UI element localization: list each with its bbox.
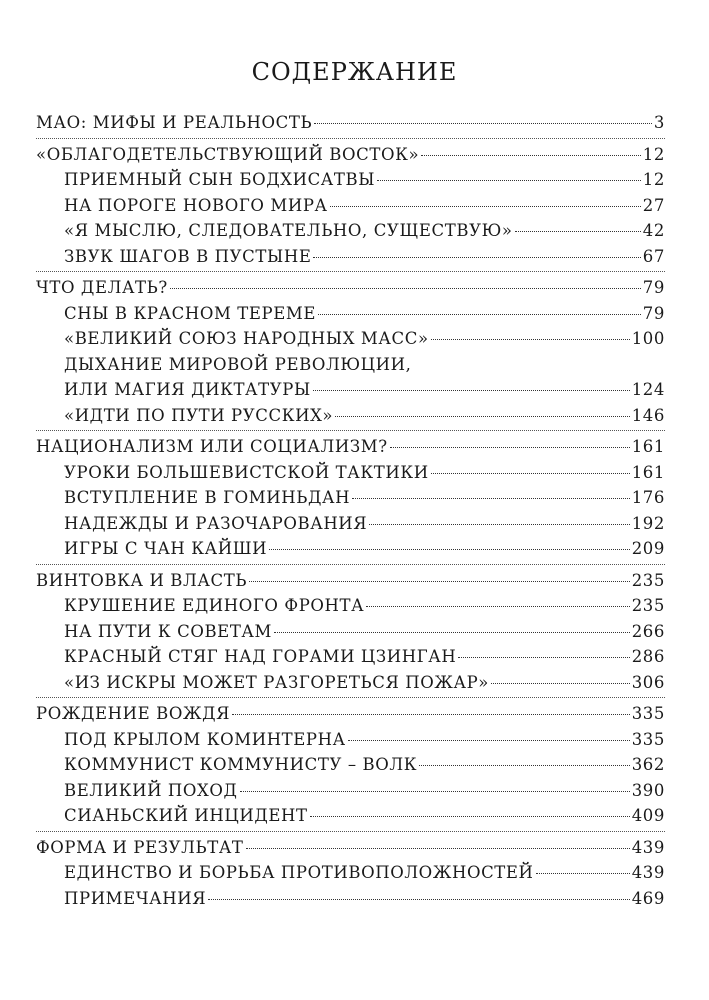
toc-page-number: 79 (642, 303, 665, 323)
toc-page-number: 235 (631, 570, 665, 590)
toc-page-number: 100 (631, 329, 665, 348)
toc-page-number: 3 (653, 113, 665, 132)
toc-subchapter-entry[interactable] (36, 511, 665, 537)
toc-subchapter-entry[interactable] (36, 301, 665, 327)
toc-chapter-entry[interactable] (36, 835, 665, 861)
dot-leader (313, 390, 630, 391)
toc-entry-label: НАЦИОНАЛИЗМ ИЛИ СОЦИАЛИЗМ? (36, 437, 388, 456)
toc-subchapter-entry[interactable] (36, 593, 665, 619)
toc-page-number: 235 (631, 596, 665, 615)
toc-subchapter-entry[interactable] (36, 244, 665, 270)
dot-leader (249, 581, 630, 582)
toc-subchapter-entry[interactable] (36, 536, 665, 562)
dot-leader (431, 339, 630, 340)
toc-page-number: 42 (642, 221, 665, 240)
toc-entry-label: ЕДИНСТВО И БОРЬБА ПРОТИВОПОЛОЖНОСТЕЙ (64, 863, 534, 882)
toc-entry-label: ДЫХАНИЕ МИРОВОЙ РЕВОЛЮЦИИ, (64, 354, 412, 374)
toc-entry-label: ПРИЕМНЫЙ СЫН БОДХИСАТВЫ (64, 170, 376, 189)
toc-subchapter-entry[interactable] (36, 644, 665, 670)
dot-leader (352, 498, 630, 499)
toc-chapter-entry[interactable] (36, 701, 665, 727)
toc-entry-label: «ИДТИ ПО ПУТИ РУССКИХ» (64, 405, 334, 425)
toc-subchapter-entry[interactable] (36, 778, 665, 804)
toc-page-number: 192 (631, 513, 665, 533)
toc-entry-label: НА ПУТИ К СОВЕТАМ (64, 621, 273, 641)
toc-page-number: 146 (631, 405, 665, 425)
dot-leader (515, 231, 641, 232)
dot-leader (313, 257, 640, 258)
toc-entry-label: ПРИМЕЧАНИЯ (64, 888, 207, 908)
toc-entry-label: ВИНТОВКА И ВЛАСТЬ (36, 570, 248, 590)
toc-entry-label: «ОБЛАГОДЕТЕЛЬСТВУЮЩИЙ ВОСТОК» (36, 144, 420, 164)
toc-section (36, 275, 665, 431)
dot-leader (366, 606, 629, 607)
toc-page-number: 27 (642, 195, 665, 215)
toc-page-number: 439 (631, 863, 665, 882)
toc-section (36, 110, 665, 139)
toc-page-number: 79 (642, 278, 665, 297)
dot-leader (421, 155, 641, 156)
table-of-contents (36, 110, 665, 916)
toc-page-number: 335 (631, 729, 665, 749)
dot-leader (269, 549, 630, 550)
toc-section (36, 835, 665, 914)
toc-subchapter-entry[interactable] (36, 727, 665, 753)
toc-entry-label: НАДЕЖДЫ И РАЗОЧАРОВАНИЯ (64, 513, 368, 533)
toc-page-number: 469 (631, 888, 665, 908)
dot-leader (246, 848, 630, 849)
toc-subchapter-entry[interactable] (36, 803, 665, 829)
toc-chapter-entry[interactable] (36, 142, 665, 168)
toc-entry-label: «ВЕЛИКИЙ СОЮЗ НАРОДНЫХ МАСС» (64, 329, 429, 348)
toc-entry-label: ЗВУК ШАГОВ В ПУСТЫНЕ (64, 246, 312, 266)
toc-subchapter-entry[interactable] (36, 460, 665, 486)
dot-leader (318, 314, 641, 315)
toc-section (36, 701, 665, 832)
toc-page-number: 306 (631, 672, 665, 692)
toc-page-number: 409 (631, 806, 665, 825)
page-title: СОДЕРЖАНИЕ (251, 58, 458, 86)
toc-entry-label: НА ПОРОГЕ НОВОГО МИРА (64, 195, 328, 215)
toc-section (36, 568, 665, 699)
toc-chapter-entry[interactable] (36, 110, 665, 136)
dot-leader (314, 123, 652, 124)
toc-page-number: 209 (631, 539, 665, 558)
dot-leader (369, 524, 629, 525)
toc-entry-label: ВСТУПЛЕНИЕ В ГОМИНЬДАН (64, 488, 351, 507)
toc-entry-label: ФОРМА И РЕЗУЛЬТАТ (36, 837, 244, 857)
toc-subchapter-entry[interactable] (36, 377, 665, 403)
dot-leader (208, 899, 630, 900)
dot-leader (330, 206, 641, 207)
toc-subchapter-entry[interactable] (36, 218, 665, 244)
toc-page-number: 390 (631, 780, 665, 800)
toc-entry-label: МАО: МИФЫ И РЕАЛЬНОСТЬ (36, 113, 313, 132)
toc-entry-label: ИЛИ МАГИЯ ДИКТАТУРЫ (64, 380, 311, 399)
toc-page-number: 176 (631, 488, 665, 507)
toc-section (36, 434, 665, 565)
toc-chapter-entry[interactable] (36, 275, 665, 301)
dot-leader (310, 816, 630, 817)
toc-chapter-entry[interactable] (36, 568, 665, 594)
toc-subchapter-entry[interactable] (36, 352, 665, 378)
toc-subchapter-entry[interactable] (36, 860, 665, 886)
dot-leader (240, 791, 630, 792)
toc-subchapter-entry[interactable] (36, 326, 665, 352)
toc-entry-label: РОЖДЕНИЕ ВОЖДЯ (36, 704, 231, 723)
toc-subchapter-entry[interactable] (36, 670, 665, 696)
toc-page-number: 12 (642, 144, 665, 164)
toc-entry-label: СНЫ В КРАСНОМ ТЕРЕМЕ (64, 303, 317, 323)
toc-entry-label: «ИЗ ИСКРЫ МОЖЕТ РАЗГОРЕТЬСЯ ПОЖАР» (64, 672, 489, 692)
toc-subchapter-entry[interactable] (36, 403, 665, 429)
dot-leader (491, 683, 630, 684)
toc-entry-label: КОММУНИСТ КОММУНИСТУ – ВОЛК (64, 755, 418, 774)
toc-page-number: 161 (631, 462, 665, 482)
toc-subchapter-entry[interactable] (36, 619, 665, 645)
dot-leader (536, 873, 630, 874)
toc-subchapter-entry[interactable] (36, 886, 665, 912)
dot-leader (390, 447, 630, 448)
toc-entry-label: «Я МЫСЛЮ, СЛЕДОВАТЕЛЬНО, СУЩЕСТВУЮ» (64, 221, 513, 240)
toc-entry-label: ИГРЫ С ЧАН КАЙШИ (64, 539, 268, 558)
toc-chapter-entry[interactable] (36, 434, 665, 460)
toc-entry-label: УРОКИ БОЛЬШЕВИСТСКОЙ ТАКТИКИ (64, 462, 429, 482)
dot-leader (232, 714, 630, 715)
toc-entry-label: КРУШЕНИЕ ЕДИНОГО ФРОНТА (64, 596, 365, 615)
toc-page-number: 286 (631, 647, 665, 666)
toc-page-number: 161 (631, 437, 665, 456)
toc-page-number: 67 (642, 246, 665, 266)
toc-entry-label: ВЕЛИКИЙ ПОХОД (64, 780, 238, 800)
toc-section (36, 142, 665, 273)
dot-leader (458, 657, 629, 658)
toc-page-number: 362 (631, 755, 665, 774)
toc-entry-label: ПОД КРЫЛОМ КОМИНТЕРНА (64, 729, 346, 749)
toc-subchapter-entry[interactable] (36, 485, 665, 511)
toc-entry-label: ЧТО ДЕЛАТЬ? (36, 278, 168, 297)
toc-page-number: 266 (631, 621, 665, 641)
dot-leader (274, 632, 630, 633)
toc-entry-label: СИАНЬСКИЙ ИНЦИДЕНТ (64, 806, 308, 825)
dot-leader (419, 765, 630, 766)
toc-subchapter-entry[interactable] (36, 193, 665, 219)
dot-leader (335, 416, 630, 417)
toc-page-number: 439 (631, 837, 665, 857)
toc-page-number: 335 (631, 704, 665, 723)
toc-entry-label: КРАСНЫЙ СТЯГ НАД ГОРАМИ ЦЗИНГАН (64, 647, 457, 666)
dot-leader (348, 740, 630, 741)
toc-page-number: 12 (642, 170, 665, 189)
dot-leader (170, 288, 641, 289)
dot-leader (431, 473, 630, 474)
toc-subchapter-entry[interactable] (36, 167, 665, 193)
toc-page-number: 124 (631, 380, 665, 399)
toc-subchapter-entry[interactable] (36, 752, 665, 778)
dot-leader (377, 180, 641, 181)
